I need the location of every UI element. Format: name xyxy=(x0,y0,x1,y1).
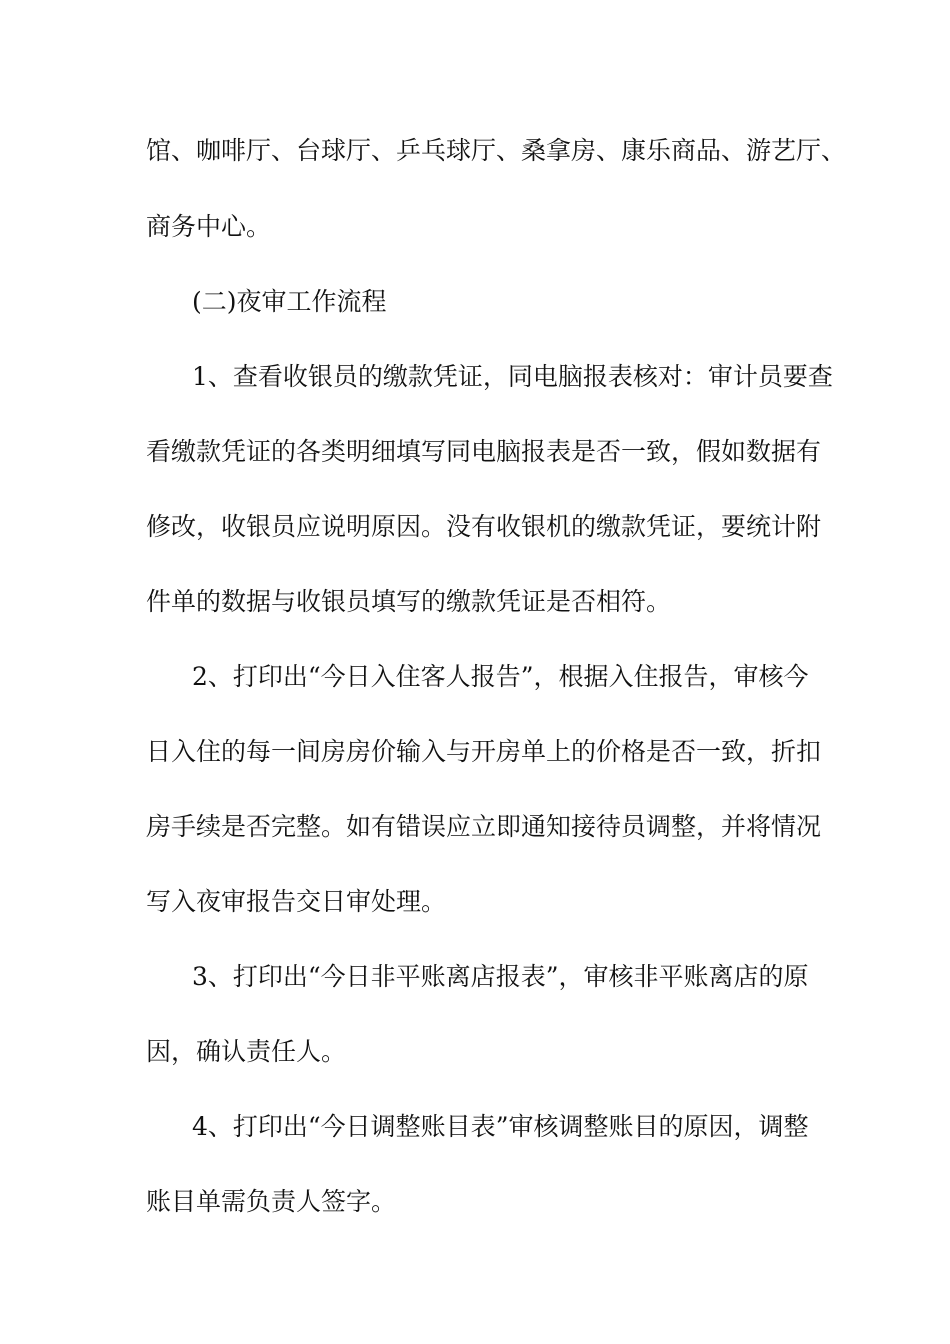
text-line: 商务中心。 xyxy=(146,212,272,241)
paragraph-4-line: 账目单需负责人签字。 xyxy=(146,1187,397,1216)
paragraph-1-line: 件单的数据与收银员填写的缴款凭证是否相符。 xyxy=(146,587,672,616)
paragraph-1-line: 看缴款凭证的各类明细填写同电脑报表是否一致，假如数据有 xyxy=(146,437,822,466)
paragraph-3-line: 因，确认责任人。 xyxy=(146,1037,347,1066)
paragraph-3-line: 3、打印出“今日非平账离店报表”，审核非平账离店的原 xyxy=(192,962,809,991)
paragraph-2-line: 2、打印出“今日入住客人报告”，根据入住报告，审核今 xyxy=(192,662,809,691)
section-heading: (二)夜审工作流程 xyxy=(192,287,387,316)
paragraph-1-line: 修改，收银员应说明原因。没有收银机的缴款凭证，要统计附 xyxy=(146,512,822,541)
paragraph-2-line: 写入夜审报告交日审处理。 xyxy=(146,887,447,916)
text-line: 馆、咖啡厅、台球厅、乒乓球厅、桑拿房、康乐商品、游艺厅、 xyxy=(146,136,847,165)
paragraph-2-line: 日入住的每一间房房价输入与开房单上的价格是否一致，折扣 xyxy=(146,737,822,766)
paragraph-1-line: 1、查看收银员的缴款凭证，同电脑报表核对：审计员要查 xyxy=(192,362,833,391)
paragraph-2-line: 房手续是否完整。如有错误应立即通知接待员调整，并将情况 xyxy=(146,812,822,841)
paragraph-4-line: 4、打印出“今日调整账目表”审核调整账目的原因，调整 xyxy=(192,1112,809,1141)
